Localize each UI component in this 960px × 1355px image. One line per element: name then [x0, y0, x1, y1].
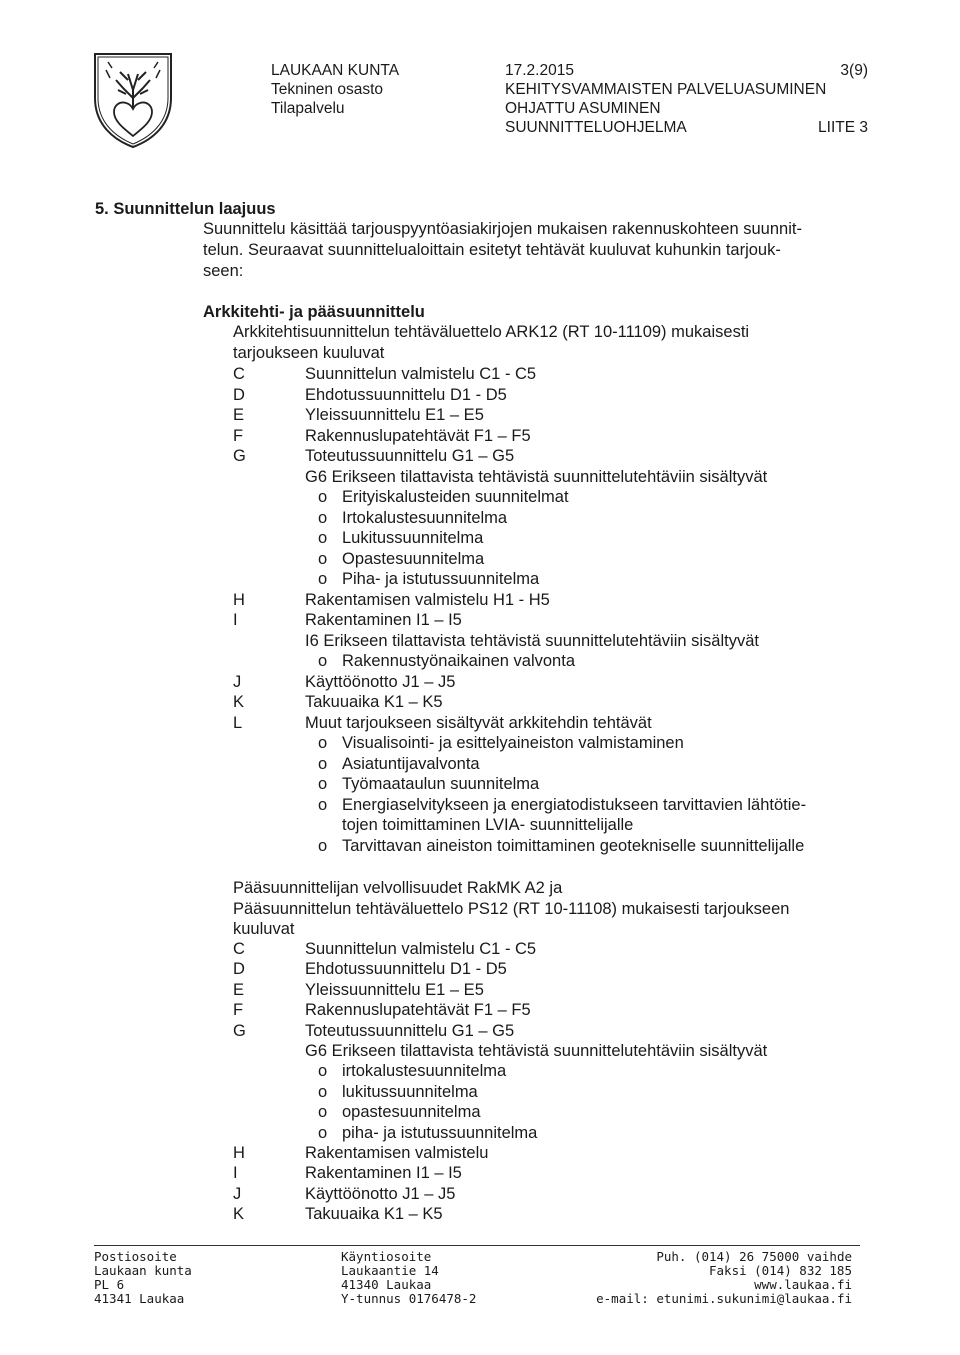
task-letter: D	[233, 960, 245, 979]
task-text: Toteutussuunnittelu G1 – G5	[305, 447, 515, 465]
bullet-item-text: Tarvittavan aineiston toimittaminen geotekniselle suunnittelijalle	[342, 836, 805, 855]
bullet-item-text: Opastesuunnitelma	[342, 549, 485, 568]
municipality-coat-of-arms-logo	[90, 50, 176, 150]
task-letter: D	[233, 385, 245, 404]
footer-postal-line: PL 6	[94, 1277, 125, 1292]
task-text: Toteutussuunnittelu G1 – G5	[305, 1021, 515, 1040]
document-date: 17.2.2015	[505, 62, 574, 79]
task-text: Käyttöönotto J1 – J5	[305, 1184, 456, 1203]
task-letter: L	[233, 713, 243, 732]
org-unit: Tilapalvelu	[271, 100, 345, 117]
bullet-item-text: Rakennustyönaikainen valvonta	[342, 652, 575, 670]
task-text: Suunnittelun valmistelu C1 - C5	[305, 940, 537, 958]
bullet-item-text: Lukitussuunnitelma	[342, 529, 484, 547]
task-text: Ehdotussuunnittelu D1 - D5	[305, 385, 507, 404]
task-letter: C	[233, 365, 245, 383]
bullet-item-text: piha- ja istutussuunnitelma	[342, 1123, 538, 1142]
bullet-icon: o	[318, 1062, 328, 1081]
bullet-icon: o	[318, 754, 328, 773]
bullet-icon: o	[318, 529, 328, 547]
task-letter: E	[233, 406, 245, 424]
task-letter: H	[233, 590, 245, 609]
bullet-item-text: Piha- ja istutussuunnitelma	[342, 570, 540, 588]
task-text: Rakennuslupatehtävät F1 – F5	[305, 1001, 531, 1020]
task-text: Käyttöönotto J1 – J5	[305, 672, 456, 691]
bullet-icon: o	[318, 549, 328, 568]
task-letter: F	[233, 1001, 244, 1020]
task-text: Ehdotussuunnittelu D1 - D5	[305, 960, 507, 979]
bullet-icon: o	[318, 775, 328, 793]
footer-visit-line: Y-tunnus 0176478-2	[341, 1291, 477, 1306]
task-text: Takuuaika K1 – K5	[305, 1205, 443, 1224]
task-text: Rakentamisen valmistelu H1 - H5	[305, 590, 550, 609]
task-letter: J	[233, 672, 242, 691]
bullet-item-text: Visualisointi- ja esittelyaineiston valmistaminen	[342, 734, 684, 752]
bullet-item-text: Asiatuntijavalvonta	[342, 754, 480, 773]
footer-email-link[interactable]: e-mail: etunimi.sukunimi@laukaa.fi	[596, 1291, 852, 1306]
document-title-line-2: OHJATTU ASUMINEN	[505, 100, 661, 117]
footer-postal-line: Postiosoite	[94, 1249, 177, 1264]
footer-fax: Faksi (014) 832 185	[709, 1263, 852, 1278]
footer-contact-block	[560, 1250, 852, 1306]
bullet-icon: o	[318, 734, 328, 752]
footer-visit-line: 41340 Laukaa	[341, 1277, 432, 1292]
task-letter: F	[233, 426, 244, 445]
footer-website-link[interactable]: www.laukaa.fi	[754, 1277, 852, 1292]
arch-intro-line: Arkkitehtisuunnittelun tehtäväluettelo ARK12 (RT 10-11109) mukaisesti	[233, 323, 750, 341]
task-letter: I	[233, 1164, 238, 1183]
section-heading: 5. Suunnittelun laajuus	[95, 200, 276, 218]
footer-visit-line: Käyntiosoite	[341, 1249, 432, 1264]
bullet-item-text: opastesuunnitelma	[342, 1103, 481, 1122]
intro-line: telun. Seuraavat suunnittelualoittain esitetyt tehtävät kuuluvat kuhunkin tarjouk-	[203, 241, 781, 259]
bullet-item-text: Energiaselvitykseen ja energiatodistukseen tarvittavien lähtötie-	[342, 795, 807, 814]
footer-visit-line: Laukaantie 14	[341, 1263, 439, 1278]
org-name: LAUKAAN KUNTA	[271, 62, 400, 79]
attachment-label: LIITE 3	[818, 119, 868, 136]
footer-visit-block	[341, 1250, 476, 1306]
bullet-icon: o	[318, 508, 328, 527]
footer-divider	[94, 1245, 860, 1246]
arch-heading: Arkkitehti- ja pääsuunnittelu	[203, 303, 425, 321]
task-letter: K	[233, 1205, 245, 1224]
task-text: Yleissuunnittelu E1 – E5	[305, 980, 484, 999]
intro-line: Suunnittelu käsittää tarjouspyyntöasiakirjojen mukaisen rakennuskohteen suunnit-	[203, 220, 802, 238]
task-text: Rakennuslupatehtävät F1 – F5	[305, 426, 531, 445]
task-letter: K	[233, 693, 245, 711]
main-intro-line: Pääsuunnittelijan velvollisuudet RakMK A2 ja	[233, 879, 563, 897]
document-title-line-1: KEHITYSVAMMAISTEN PALVELUASUMINEN	[505, 81, 827, 98]
bullet-icon: o	[318, 570, 328, 588]
bullet-item-text: Erityiskalusteiden suunnitelmat	[342, 488, 569, 506]
main-intro-line: kuuluvat	[233, 920, 295, 938]
task-letter: G	[233, 1021, 246, 1040]
task-letter: G	[233, 447, 246, 465]
bullet-icon: o	[318, 795, 328, 814]
arch-intro-line: tarjoukseen kuuluvat	[233, 344, 385, 362]
task-letter: J	[233, 1184, 242, 1203]
task-text: Suunnittelun valmistelu C1 - C5	[305, 365, 537, 383]
document-title-line-3: SUUNNITTELUOHJELMA	[505, 119, 687, 136]
task-text: G6 Erikseen tilattavista tehtävistä suunnittelutehtäviin sisältyvät	[305, 467, 768, 486]
task-text: G6 Erikseen tilattavista tehtävistä suunnittelutehtäviin sisältyvät	[305, 1042, 768, 1060]
bullet-item-text: lukitussuunnitelma	[342, 1082, 478, 1101]
bullet-icon: o	[318, 1103, 328, 1122]
bullet-item-text: Työmaataulun suunnitelma	[342, 775, 540, 793]
bullet-icon: o	[318, 836, 328, 855]
task-text: Takuuaika K1 – K5	[305, 693, 443, 711]
task-text: Yleissuunnittelu E1 – E5	[305, 406, 484, 424]
task-text: Rakentaminen I1 – I5	[305, 1164, 462, 1183]
footer-postal-block	[94, 1250, 192, 1306]
footer-phone: Puh. (014) 26 75000 vaihde	[656, 1249, 852, 1264]
task-letter: H	[233, 1144, 245, 1162]
task-text: Rakentamisen valmistelu	[305, 1144, 489, 1162]
bullet-icon: o	[318, 1123, 328, 1142]
org-department: Tekninen osasto	[271, 81, 384, 98]
bullet-icon: o	[318, 652, 328, 670]
bullet-item-text: irtokalustesuunnitelma	[342, 1062, 507, 1081]
document-title-block	[505, 61, 826, 137]
intro-line: seen:	[203, 262, 244, 280]
page-number: 3(9)	[840, 62, 868, 79]
bullet-icon: o	[318, 1082, 328, 1101]
task-letter: E	[233, 980, 245, 999]
task-text: Muut tarjoukseen sisältyvät arkkitehdin tehtävät	[305, 713, 652, 732]
bullet-icon: o	[318, 488, 328, 506]
bullet-item-text: tojen toimittaminen LVIA- suunnittelijalle	[342, 816, 634, 834]
task-text: I6 Erikseen tilattavista tehtävistä suunnittelutehtäviin sisältyvät	[305, 631, 759, 650]
task-letter: C	[233, 940, 245, 958]
organization-block	[271, 61, 399, 118]
footer-postal-line: Laukaan kunta	[94, 1263, 192, 1278]
task-text: Rakentaminen I1 – I5	[305, 611, 462, 629]
bullet-item-text: Irtokalustesuunnitelma	[342, 508, 508, 527]
footer-postal-line: 41341 Laukaa	[94, 1291, 185, 1306]
task-letter: I	[233, 611, 238, 629]
main-intro-line: Pääsuunnittelun tehtäväluettelo PS12 (RT 10-11108) mukaisesti tarjoukseen	[233, 900, 790, 918]
